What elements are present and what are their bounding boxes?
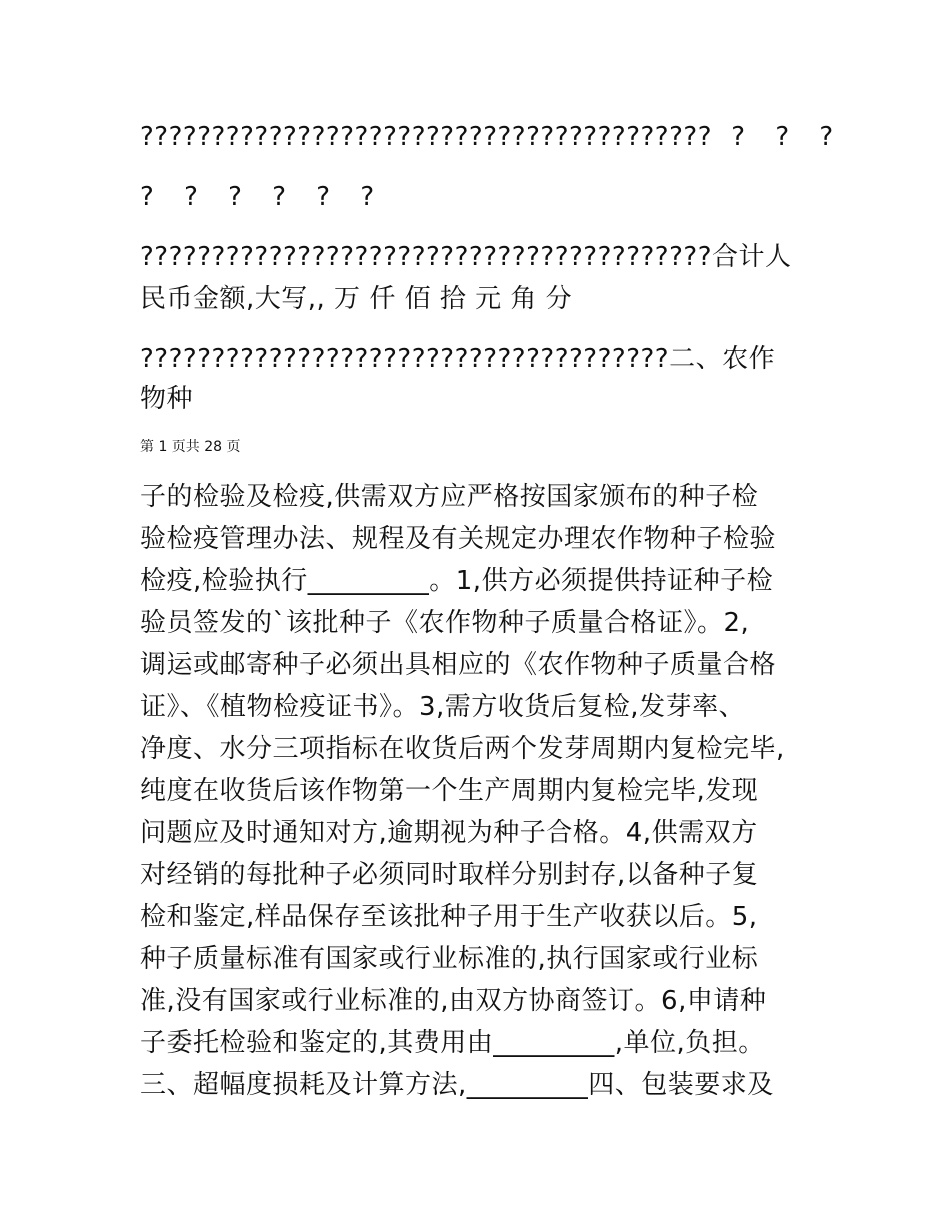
text-line: ?????????????????????????????????????二、农作 [140, 344, 776, 374]
body-line: 证》、《植物检疫证书》。3,需方收货后复检,发芽率、 [140, 692, 746, 722]
text-line: ???????????????????????????????????????? ? ? ? [140, 122, 845, 152]
text-line: ? ? ? ? ? ? [140, 182, 386, 212]
body-line: 问题应及时通知对方,逾期视为种子合格。4,供需双方 [140, 818, 758, 848]
body-line: 调运或邮寄种子必须出具相应的《农作物种子质量合格 [140, 650, 777, 680]
body-line: 准,没有国家或行业标准的,由双方协商签订。6,申请种 [140, 986, 767, 1016]
body-line: 检和鉴定,样品保存至该批种子用于生产收获以后。5, [140, 902, 758, 932]
body-line: 纯度在收货后该作物第一个生产周期内复检完毕,发现 [140, 776, 759, 806]
body-line: 检疫,检验执行_________。1,供方必须提供持证种子检 [140, 566, 774, 596]
body-line: 验检疫管理办法、规程及有关规定办理农作物种子检验 [140, 524, 777, 554]
text-line: 物种 [140, 384, 194, 414]
body-line: 子委托检验和鉴定的,其费用由_________,单位,负担。 [140, 1028, 765, 1058]
body-line: 子的检验及检疫,供需双方应严格按国家颁布的种子检 [140, 482, 759, 512]
body-line: 对经销的每批种子必须同时取样分别封存,以备种子复 [140, 860, 759, 890]
text-line: 民币金额,大写,, 万 仟 佰 拾 元 角 分 [140, 284, 573, 314]
page-number-footer: 第 1 页共 28 页 [140, 439, 241, 455]
body-line: 三、超幅度损耗及计算方法,_________四、包装要求及 [140, 1070, 774, 1100]
body-line: 种子质量标准有国家或行业标准的,执行国家或行业标 [140, 944, 759, 974]
body-line: 净度、水分三项指标在收货后两个发芽周期内复检完毕, [140, 734, 785, 764]
text-line: ????????????????????????????????????????合计人 [140, 242, 792, 272]
body-line: 验员签发的`该批种子《农作物种子质量合格证》。2, [140, 608, 750, 638]
